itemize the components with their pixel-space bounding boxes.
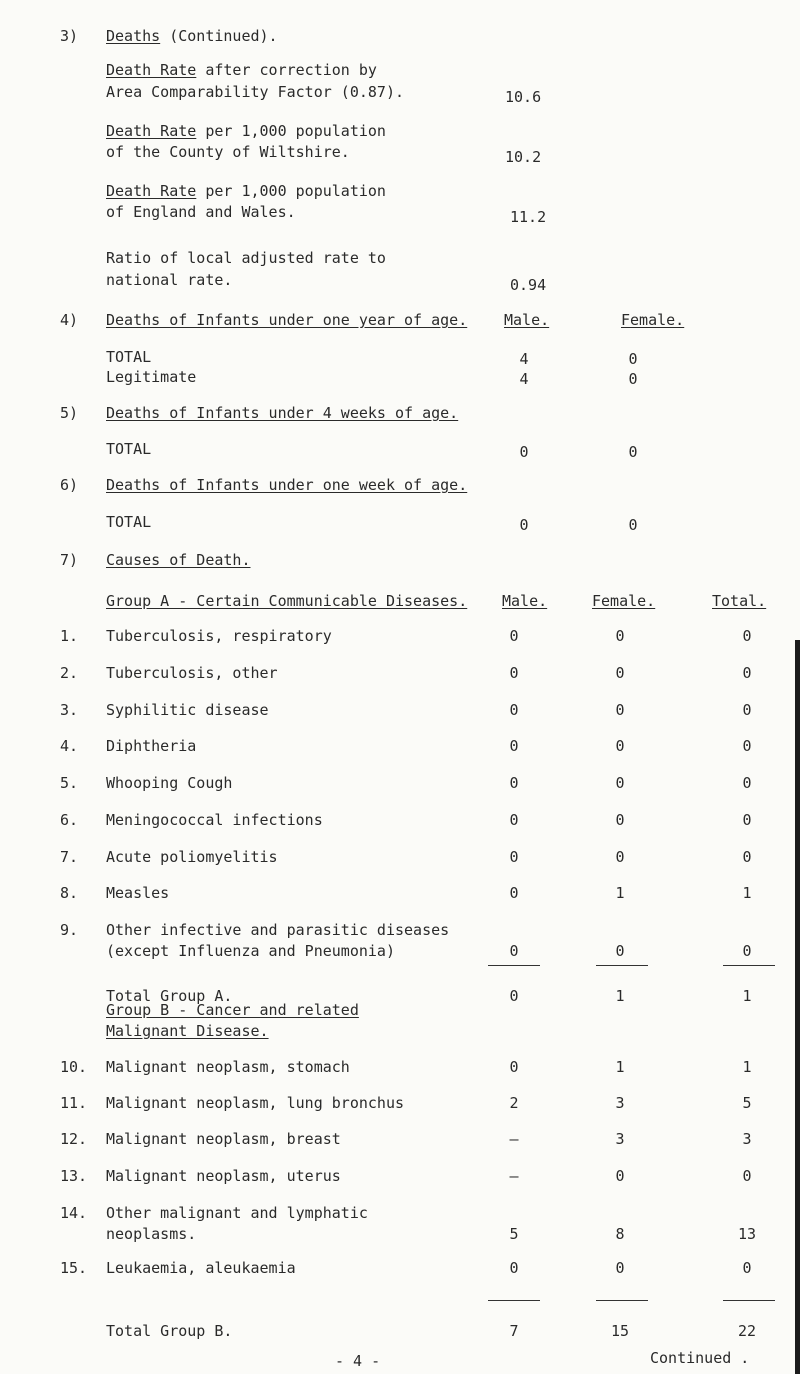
group-b-row-female: 0 xyxy=(615,1167,625,1185)
group-a-row-male: 0 xyxy=(509,811,519,829)
continued-note: Continued . xyxy=(650,1349,750,1367)
group-a-row-total: 0 xyxy=(742,737,752,755)
group-a-row-total: 0 xyxy=(742,627,752,645)
group-b-rule-total xyxy=(723,1300,775,1301)
group-a-row-number: 6. xyxy=(60,811,79,829)
death-rate-county-line2: of the County of Wiltshire. xyxy=(106,143,350,161)
group-a-row-number: 5. xyxy=(60,774,79,792)
section-5-total-male: 0 xyxy=(519,443,529,461)
group-a-row-total: 0 xyxy=(742,811,752,829)
group-b-row-female: 0 xyxy=(615,1259,625,1277)
group-a-row-label: Whooping Cough xyxy=(106,774,233,792)
group-a-row-male: 0 xyxy=(509,627,519,645)
group-a-row-label: Measles xyxy=(106,884,170,902)
group-a-row-female: 0 xyxy=(615,811,625,829)
section-7-heading: Causes of Death. xyxy=(106,551,251,569)
group-b-row-female: 3 xyxy=(615,1130,625,1148)
group-b-row-number: 12. xyxy=(60,1130,88,1148)
group-b-row-total: 13 xyxy=(737,1225,757,1243)
group-b-heading-line1: Group B - Cancer and related xyxy=(106,1001,359,1019)
group-a-row-number: 1. xyxy=(60,627,79,645)
group-b-row-label: Leukaemia, aleukaemia xyxy=(106,1259,296,1277)
death-rate-england-line2: of England and Wales. xyxy=(106,203,296,221)
group-b-row-male: 0 xyxy=(509,1058,519,1076)
death-rate-county-line1: Death Rate per 1,000 population xyxy=(106,122,386,140)
group-b-row-number: 15. xyxy=(60,1259,88,1277)
section-5-total-female: 0 xyxy=(628,443,638,461)
scan-edge xyxy=(795,640,800,1374)
group-a-female-header: Female. xyxy=(592,592,656,610)
group-a-row-total: 0 xyxy=(742,701,752,719)
group-a-row-number: 2. xyxy=(60,664,79,682)
group-b-rule-male xyxy=(488,1300,540,1301)
group-b-row-total: 0 xyxy=(742,1259,752,1277)
group-a-total-label: Total Group A. xyxy=(106,987,233,1005)
group-a-row-total: 0 xyxy=(742,774,752,792)
section-7-number: 7) xyxy=(60,551,79,569)
section-6-total-female: 0 xyxy=(628,516,638,534)
section-4-legitimate-female: 0 xyxy=(628,370,638,388)
group-a-row-number: 4. xyxy=(60,737,79,755)
group-a-row-label: Acute poliomyelitis xyxy=(106,848,278,866)
group-b-row-number: 10. xyxy=(60,1058,88,1076)
ratio-line2: national rate. xyxy=(106,271,233,289)
group-a-row-label: Tuberculosis, other xyxy=(106,664,278,682)
group-b-total-male: 7 xyxy=(509,1322,519,1340)
death-rate-england-value: 11.2 xyxy=(510,208,547,226)
group-a-row-female: 0 xyxy=(615,701,625,719)
death-rate-corrected-line2: Area Comparability Factor (0.87). xyxy=(106,83,405,101)
group-b-row-male: 5 xyxy=(509,1225,519,1243)
group-a-row-total: 0 xyxy=(742,848,752,866)
group-a-row-female: 0 xyxy=(615,774,625,792)
group-a-rule-total xyxy=(723,965,775,966)
section-4-female-header: Female. xyxy=(621,311,685,329)
section-5-heading: Deaths of Infants under 4 weeks of age. xyxy=(106,404,459,422)
group-a-male-header: Male. xyxy=(502,592,548,610)
group-a-heading: Group A - Certain Communicable Diseases. xyxy=(106,592,468,610)
section-6-number: 6) xyxy=(60,476,79,494)
group-a-row-label: Meningococcal infections xyxy=(106,811,323,829)
group-a-row-male: 0 xyxy=(509,848,519,866)
group-b-heading-line2: Malignant Disease. xyxy=(106,1022,269,1040)
group-b-rule-female xyxy=(596,1300,648,1301)
group-b-row-total: 1 xyxy=(742,1058,752,1076)
section-5-total-label: TOTAL xyxy=(106,440,152,458)
group-b-row-total: 5 xyxy=(742,1094,752,1112)
group-a-row-male: 0 xyxy=(509,701,519,719)
group-a-row-number: 3. xyxy=(60,701,79,719)
section-3-heading: Deaths (Continued). xyxy=(106,27,278,45)
ratio-line1: Ratio of local adjusted rate to xyxy=(106,249,386,267)
group-b-row-number: 14. xyxy=(60,1204,88,1222)
group-b-row-label: Malignant neoplasm, uterus xyxy=(106,1167,341,1185)
group-b-row-total: 3 xyxy=(742,1130,752,1148)
death-rate-corrected-value: 10.6 xyxy=(505,88,542,106)
group-b-row-female: 8 xyxy=(615,1225,625,1243)
group-a-row-label: Tuberculosis, respiratory xyxy=(106,627,332,645)
group-b-row-number: 11. xyxy=(60,1094,88,1112)
section-6-total-male: 0 xyxy=(519,516,529,534)
group-a-row-label: Syphilitic disease xyxy=(106,701,269,719)
group-b-row-male: – xyxy=(509,1130,519,1148)
section-4-heading: Deaths of Infants under one year of age. xyxy=(106,311,468,329)
group-b-total-total: 22 xyxy=(737,1322,757,1340)
group-a-row-male: 0 xyxy=(509,737,519,755)
group-b-row-male: 2 xyxy=(509,1094,519,1112)
page-number: - 4 - xyxy=(335,1352,381,1370)
group-b-row-male: – xyxy=(509,1167,519,1185)
group-b-row-female: 3 xyxy=(615,1094,625,1112)
section-4-total-female: 0 xyxy=(628,350,638,368)
section-6-total-label: TOTAL xyxy=(106,513,152,531)
group-b-row-label: Malignant neoplasm, stomach xyxy=(106,1058,350,1076)
group-a-row-label: Other infective and parasitic diseases xyxy=(106,921,450,939)
group-b-row-label: Malignant neoplasm, breast xyxy=(106,1130,341,1148)
group-a-row-male: 0 xyxy=(509,942,519,960)
death-rate-county-value: 10.2 xyxy=(505,148,542,166)
group-a-row-female: 0 xyxy=(615,942,625,960)
group-a-rule-male xyxy=(488,965,540,966)
death-rate-england-line1: Death Rate per 1,000 population xyxy=(106,182,386,200)
group-a-row-label: Diphtheria xyxy=(106,737,197,755)
section-3-number: 3) xyxy=(60,27,79,45)
group-a-row-total: 0 xyxy=(742,942,752,960)
section-4-number: 4) xyxy=(60,311,79,329)
group-b-row-label: Other malignant and lymphatic xyxy=(106,1204,368,1222)
group-a-row-male: 0 xyxy=(509,664,519,682)
group-b-row-number: 13. xyxy=(60,1167,88,1185)
group-a-row-male: 0 xyxy=(509,884,519,902)
group-a-row-male: 0 xyxy=(509,774,519,792)
group-a-total-total: 1 xyxy=(742,987,752,1005)
group-a-row-female: 0 xyxy=(615,737,625,755)
section-4-legitimate-male: 4 xyxy=(519,370,529,388)
group-b-total-label: Total Group B. xyxy=(106,1322,233,1340)
group-a-total-header: Total. xyxy=(712,592,767,610)
section-4-total-label: TOTAL xyxy=(106,348,152,366)
death-rate-corrected-line1: Death Rate after correction by xyxy=(106,61,377,79)
group-a-row-female: 0 xyxy=(615,627,625,645)
group-a-row-number: 9. xyxy=(60,921,79,939)
group-a-row-total: 1 xyxy=(742,884,752,902)
group-b-row-label: Malignant neoplasm, lung bronchus xyxy=(106,1094,405,1112)
group-a-row-number: 8. xyxy=(60,884,79,902)
group-b-row-total: 0 xyxy=(742,1167,752,1185)
group-a-row-female: 0 xyxy=(615,848,625,866)
section-5-number: 5) xyxy=(60,404,79,422)
group-b-row-label-line2: neoplasms. xyxy=(106,1225,197,1243)
group-a-row-female: 0 xyxy=(615,664,625,682)
section-6-heading: Deaths of Infants under one week of age. xyxy=(106,476,468,494)
group-a-row-number: 7. xyxy=(60,848,79,866)
section-4-male-header: Male. xyxy=(504,311,550,329)
group-a-row-label-line2: (except Influenza and Pneumonia) xyxy=(106,942,395,960)
section-4-total-male: 4 xyxy=(519,350,529,368)
group-a-total-male: 0 xyxy=(509,987,519,1005)
group-a-row-female: 1 xyxy=(615,884,625,902)
group-a-total-female: 1 xyxy=(615,987,625,1005)
section-4-legitimate-label: Legitimate xyxy=(106,368,197,386)
group-b-total-female: 15 xyxy=(610,1322,630,1340)
group-a-rule-female xyxy=(596,965,648,966)
group-b-row-female: 1 xyxy=(615,1058,625,1076)
group-a-row-total: 0 xyxy=(742,664,752,682)
group-b-row-male: 0 xyxy=(509,1259,519,1277)
ratio-value: 0.94 xyxy=(510,276,547,294)
